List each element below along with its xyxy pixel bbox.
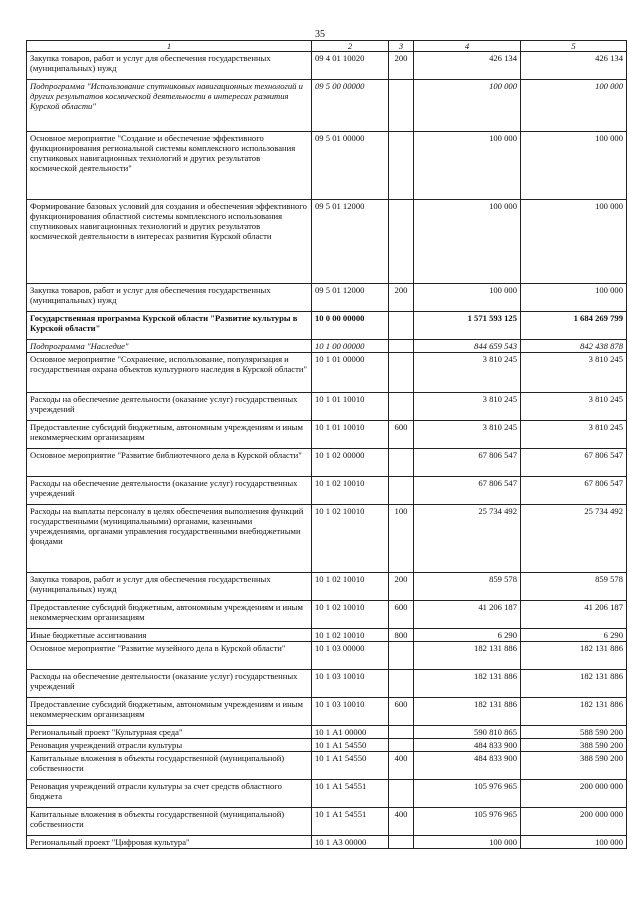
row-name-cell: Подпрограмма "Наследие"	[27, 340, 312, 353]
table-row	[27, 477, 627, 505]
row-vr-cell	[389, 80, 414, 132]
row-code-cell: 10 1 02 10010	[312, 601, 389, 629]
row-value-2-cell: 67 806 547	[521, 477, 627, 505]
row-name-cell: Расходы на обеспечение деятельности (оказание услуг) государственных учреждений	[27, 670, 312, 698]
row-value-1-cell: 182 131 886	[414, 670, 521, 698]
row-vr-cell: 400	[389, 808, 414, 836]
row-code-cell: 10 1 А1 54550	[312, 752, 389, 780]
row-value-2-cell: 200 000 000	[521, 808, 627, 836]
row-code-cell: 10 1 А1 54551	[312, 780, 389, 808]
row-code-cell: 10 1 02 10010	[312, 477, 389, 505]
row-value-2-cell: 200 000 000	[521, 780, 627, 808]
row-value-1-cell: 182 131 886	[414, 698, 521, 726]
row-value-2-cell: 388 590 200	[521, 739, 627, 752]
table-header-row	[27, 41, 627, 52]
table-row	[27, 52, 627, 80]
row-vr-cell	[389, 739, 414, 752]
table-row	[27, 393, 627, 421]
row-vr-cell	[389, 353, 414, 393]
table-row	[27, 780, 627, 808]
row-value-2-cell: 25 734 492	[521, 505, 627, 573]
row-value-1-cell: 484 833 900	[414, 752, 521, 780]
row-value-2-cell: 67 806 547	[521, 449, 627, 477]
budget-table	[26, 40, 627, 849]
row-code-cell: 10 1 03 10010	[312, 670, 389, 698]
row-value-2-cell: 588 590 200	[521, 726, 627, 739]
row-value-2-cell: 182 131 886	[521, 642, 627, 670]
row-code-cell: 10 0 00 00000	[312, 312, 389, 340]
row-value-2-cell: 842 438 878	[521, 340, 627, 353]
row-name-cell: Региональный проект "Культурная среда"	[27, 726, 312, 739]
row-value-1-cell: 25 734 492	[414, 505, 521, 573]
row-vr-cell	[389, 670, 414, 698]
table-row	[27, 629, 627, 642]
row-vr-cell	[389, 340, 414, 353]
row-vr-cell: 600	[389, 421, 414, 449]
header-col-2: 2	[312, 41, 389, 52]
row-name-cell: Государственная программа Курской области "Развитие культуры в Курской области"	[27, 312, 312, 340]
row-name-cell: Предоставление субсидий бюджетным, автономным учреждениям и иным некоммерческим организациям	[27, 698, 312, 726]
table-row	[27, 312, 627, 340]
row-name-cell: Формирование базовых условий для создания и обеспечения эффективного функционирования областной системы комплексного использования спутниковых навигационных технологий и других результатов космической деятельности в интересах развития Курской области	[27, 200, 312, 284]
row-vr-cell: 400	[389, 752, 414, 780]
row-value-1-cell: 100 000	[414, 132, 521, 200]
row-name-cell: Закупка товаров, работ и услуг для обеспечения государственных (муниципальных) нужд	[27, 284, 312, 312]
row-code-cell: 09 5 01 12000	[312, 284, 389, 312]
row-value-2-cell: 100 000	[521, 836, 627, 849]
row-name-cell: Основное мероприятие "Сохранение, использование, популяризация и государственная охрана объектов культурного наследия в Курской области"	[27, 353, 312, 393]
table-row	[27, 601, 627, 629]
row-value-2-cell: 182 131 886	[521, 698, 627, 726]
table-row	[27, 752, 627, 780]
row-code-cell: 10 1 03 00000	[312, 642, 389, 670]
row-code-cell: 10 1 00 00000	[312, 340, 389, 353]
row-name-cell: Предоставление субсидий бюджетным, автономным учреждениям и иным некоммерческим организациям	[27, 421, 312, 449]
row-code-cell: 10 1 02 00000	[312, 449, 389, 477]
row-vr-cell	[389, 132, 414, 200]
row-vr-cell: 200	[389, 284, 414, 312]
row-value-2-cell: 100 000	[521, 284, 627, 312]
row-code-cell: 10 1 А3 00000	[312, 836, 389, 849]
page-number: 35	[315, 29, 325, 40]
row-value-2-cell: 100 000	[521, 132, 627, 200]
row-value-2-cell: 3 810 245	[521, 393, 627, 421]
row-value-1-cell: 3 810 245	[414, 393, 521, 421]
table-row	[27, 670, 627, 698]
table-row	[27, 739, 627, 752]
row-vr-cell	[389, 200, 414, 284]
row-name-cell: Основное мероприятие "Создание и обеспечение эффективного функционирования региональной системы комплексного использования спутниковых навигационных технологий и других результатов космической деятельности"	[27, 132, 312, 200]
row-code-cell: 10 1 А1 00000	[312, 726, 389, 739]
row-name-cell: Подпрограмма "Использование спутниковых навигационных технологий и других результатов космической деятельности в интересах развития Курской области"	[27, 80, 312, 132]
row-value-1-cell: 100 000	[414, 200, 521, 284]
row-value-1-cell: 67 806 547	[414, 477, 521, 505]
row-code-cell: 10 1 02 10010	[312, 505, 389, 573]
row-vr-cell: 600	[389, 698, 414, 726]
row-name-cell: Региональный проект "Цифровая культура"	[27, 836, 312, 849]
row-code-cell: 10 1 02 10010	[312, 629, 389, 642]
row-code-cell: 09 5 01 00000	[312, 132, 389, 200]
row-value-1-cell: 67 806 547	[414, 449, 521, 477]
row-value-1-cell: 859 578	[414, 573, 521, 601]
row-value-1-cell: 844 659 543	[414, 340, 521, 353]
row-value-1-cell: 426 134	[414, 52, 521, 80]
row-name-cell: Основное мероприятие "Развитие библиотечного дела в Курской области"	[27, 449, 312, 477]
row-name-cell: Закупка товаров, работ и услуг для обеспечения государственных (муниципальных) нужд	[27, 52, 312, 80]
row-code-cell: 10 1 01 10010	[312, 393, 389, 421]
row-value-2-cell: 3 810 245	[521, 421, 627, 449]
row-vr-cell: 100	[389, 505, 414, 573]
row-name-cell: Реновация учреждений отрасли культуры	[27, 739, 312, 752]
table-row	[27, 340, 627, 353]
row-code-cell: 10 1 03 10010	[312, 698, 389, 726]
row-vr-cell: 200	[389, 573, 414, 601]
header-col-3: 3	[389, 41, 414, 52]
row-name-cell: Иные бюджетные ассигнования	[27, 629, 312, 642]
row-code-cell: 10 1 А1 54550	[312, 739, 389, 752]
row-vr-cell: 600	[389, 601, 414, 629]
table-row	[27, 726, 627, 739]
row-value-2-cell: 6 290	[521, 629, 627, 642]
row-name-cell: Расходы на обеспечение деятельности (оказание услуг) государственных учреждений	[27, 477, 312, 505]
row-value-2-cell: 3 810 245	[521, 353, 627, 393]
row-vr-cell	[389, 312, 414, 340]
table-row	[27, 200, 627, 284]
row-name-cell: Капитальные вложения в объекты государственной (муниципальной) собственности	[27, 808, 312, 836]
row-value-2-cell: 100 000	[521, 200, 627, 284]
row-code-cell: 10 1 А1 54551	[312, 808, 389, 836]
row-value-1-cell: 3 810 245	[414, 421, 521, 449]
table-row	[27, 353, 627, 393]
row-value-1-cell: 3 810 245	[414, 353, 521, 393]
row-value-1-cell: 100 000	[414, 80, 521, 132]
row-code-cell: 09 5 00 00000	[312, 80, 389, 132]
row-value-1-cell: 105 976 965	[414, 808, 521, 836]
row-value-2-cell: 859 578	[521, 573, 627, 601]
table-row	[27, 284, 627, 312]
row-value-2-cell: 182 131 886	[521, 670, 627, 698]
row-value-2-cell: 41 206 187	[521, 601, 627, 629]
row-vr-cell: 200	[389, 52, 414, 80]
table-row	[27, 573, 627, 601]
row-value-1-cell: 100 000	[414, 284, 521, 312]
row-value-1-cell: 100 000	[414, 836, 521, 849]
row-name-cell: Расходы на обеспечение деятельности (оказание услуг) государственных учреждений	[27, 393, 312, 421]
row-value-2-cell: 388 590 200	[521, 752, 627, 780]
table-row	[27, 642, 627, 670]
row-vr-cell	[389, 780, 414, 808]
table-row	[27, 505, 627, 573]
row-name-cell: Основное мероприятие "Развитие музейного дела в Курской области"	[27, 642, 312, 670]
table-row	[27, 808, 627, 836]
row-value-1-cell: 6 290	[414, 629, 521, 642]
table-row	[27, 421, 627, 449]
table-row	[27, 80, 627, 132]
row-code-cell: 10 1 02 10010	[312, 573, 389, 601]
row-value-1-cell: 1 571 593 125	[414, 312, 521, 340]
table-row	[27, 698, 627, 726]
row-name-cell: Закупка товаров, работ и услуг для обеспечения государственных (муниципальных) нужд	[27, 573, 312, 601]
row-vr-cell	[389, 449, 414, 477]
row-code-cell: 09 4 01 10020	[312, 52, 389, 80]
row-vr-cell	[389, 477, 414, 505]
row-code-cell: 10 1 01 10010	[312, 421, 389, 449]
row-name-cell: Предоставление субсидий бюджетным, автономным учреждениям и иным некоммерческим организациям	[27, 601, 312, 629]
table-row	[27, 132, 627, 200]
row-name-cell: Расходы на выплаты персоналу в целях обеспечения выполнения функций государственными (муниципальными) органами, казенными учреждениями, органами управления государственными внебюджетными фондами	[27, 505, 312, 573]
row-code-cell: 10 1 01 00000	[312, 353, 389, 393]
header-col-4: 4	[414, 41, 521, 52]
row-value-1-cell: 590 810 865	[414, 726, 521, 739]
row-value-1-cell: 105 976 965	[414, 780, 521, 808]
row-name-cell: Капитальные вложения в объекты государственной (муниципальной) собственности	[27, 752, 312, 780]
row-value-2-cell: 100 000	[521, 80, 627, 132]
row-vr-cell: 800	[389, 629, 414, 642]
row-value-2-cell: 426 134	[521, 52, 627, 80]
row-vr-cell	[389, 726, 414, 739]
row-name-cell: Реновация учреждений отрасли культуры за счет средств областного бюджета	[27, 780, 312, 808]
header-col-1: 1	[27, 41, 312, 52]
row-value-1-cell: 182 131 886	[414, 642, 521, 670]
header-col-5: 5	[521, 41, 627, 52]
table-row	[27, 836, 627, 849]
table-row	[27, 449, 627, 477]
row-code-cell: 09 5 01 12000	[312, 200, 389, 284]
row-value-1-cell: 484 833 900	[414, 739, 521, 752]
row-value-1-cell: 41 206 187	[414, 601, 521, 629]
row-vr-cell	[389, 393, 414, 421]
row-vr-cell	[389, 642, 414, 670]
row-value-2-cell: 1 684 269 799	[521, 312, 627, 340]
row-vr-cell	[389, 836, 414, 849]
